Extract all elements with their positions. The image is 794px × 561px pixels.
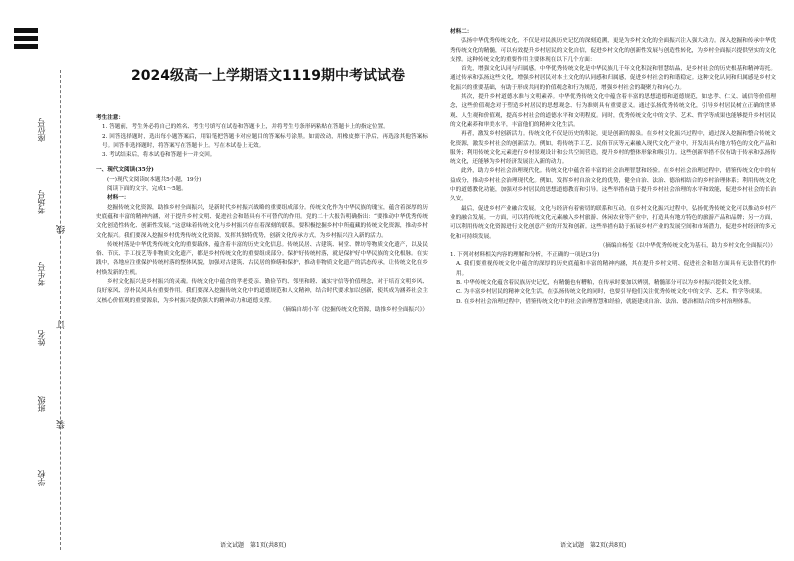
option-c: C. 为丰富乡村居民的精神文化生活，在弘扬传统文化的同时，也要引导他们关注优秀传统文化中的文学、艺术、哲学等成果。 — [456, 289, 766, 296]
paragraph: 再者，激发乡村创新活力。传统文化不仅是历史的积淀，更是创新的源泉。在乡村文化振兴过程中，通过深入挖掘和整合传统文化资源，激发乡村社会的创新活力。例如，将传统手工艺、民俗节庆等元素融入现代文化产业中，开发出具有地方特色的文化产品和服务；利用传统文化元素进行乡村景观设计和公共空间营造，提升乡村的整体形象和吸引力。这些创新举措不仅有助于传承和弘扬传统文化，还能够为乡村经济发展注入新的动力。 — [450, 131, 776, 166]
page1-footer: 语文试题 第1页(共8页) — [220, 542, 287, 549]
margin-stripe — [14, 36, 38, 41]
paragraph: 其次，提升乡村道德水准与文明素养。中华优秀传统文化中蕴含着丰富的思想道德和道德规范，如忠孝、仁义、诚信等价值理念，这些价值观念对于塑造乡村居民的思想观念、行为准则具有重要意义。通过弘扬优秀传统文化，引导乡村居民树立正确的世界观、人生观和价值观，提高乡村社会的道德水平和文明程度。同时，优秀传统文化中的文学、艺术、哲学等成果也能够提升乡村居民的文化素养和审美水平，丰富他们的精神文化生活。 — [450, 94, 776, 128]
notice-item: 2. 回答选择题时，选出每小题答案后，用铅笔把答题卡对应题目的答案标号涂黑。如需改动，用橡皮擦干净后，再选涂其他答案标号。回答非选择题时，将答案写在答题卡上。写在本试卷上无效。 — [102, 133, 428, 149]
section-heading: 一、现代文阅读(35分) — [96, 167, 154, 174]
source-citation: （摘编自杨玺《以中华优秀传统文化为基石，助力乡村文化全面振兴》） — [599, 242, 776, 249]
exam-room-label: 考场号 — [37, 190, 46, 214]
margin-stripe — [14, 44, 38, 49]
question-stem: 1. 下列对材料相关内容的理解和分析，不正确的一项是(3分) — [450, 252, 600, 259]
paragraph: 此外，助力乡村社会治理现代化。传统文化中蕴含着丰富的社会治理智慧和经验。在乡村社会治理过程中，借鉴传统文化中的有益成分，推动乡村社会治理现代化。例如，发挥乡村自治文化的优势，健全自治、法治、德治相结合的乡村治理体系；利用传统文化中的道德教化功能，加强对乡村居民的思想道德教育和引导。这些举措有助于提升乡村社会治理的水平和效能，促进乡村社会的长治久安。 — [450, 168, 776, 203]
page2-column — [450, 28, 776, 307]
option-d: D. 在乡村社会治理过程中，借鉴传统文化中的社会治理智慧和经验，就能建成自治、法治、德治相结合的乡村治理体系。 — [456, 298, 755, 305]
seat-number-label: 座位号 — [37, 118, 46, 142]
paragraph: 乡村文化振兴是乡村振兴的灵魂。传统文化中蕴含的孝老爱亲、勤俭节约、邻里和睦、诚实守信等价值理念，对于培育文明乡风、良好家风、淳朴民风具有重要作用。我们要深入挖掘传统文化中的道德规范和人文精神，结合时代要求加以创新，使其成为涵养社会主义核心价值观的重要源泉，为乡村振兴提供强大的精神动力和道德支撑。 — [96, 279, 428, 304]
material2-label: 材料二： — [450, 29, 473, 35]
name-label: 姓名 — [37, 330, 46, 346]
paragraph: 传统村落是中华优秀传统文化的重要载体，蕴含着丰富的历史文化信息。传统民居、古建筑、祠堂、牌坊等物质文化遗产，以及民俗、节庆、手工技艺等非物质文化遗产，都是乡村传统文化的重要组成部分。保护好传统村落，就是保护好中华民族的文化根脉。在实践中，各地应注重保护传统村落的整体风貌，加强对古建筑、古民居的修缮和保护，推动非物质文化遗产的活态传承，让传统文化在乡村焕发新的生机。 — [96, 241, 428, 276]
option-b: B. 中华传统文化蕴含着民族历史记忆，有精髓也有糟粕，在传承时要加以辨别，精髓部分可以为乡村振兴提供文化支撑。 — [456, 280, 755, 287]
binding-mark-zhuang: 装 — [57, 420, 67, 429]
class-label: 班级 — [37, 396, 46, 412]
exam-title: 2024级高一上学期语文1119期中考试试卷 — [131, 68, 405, 84]
margin-stripe — [14, 28, 38, 33]
material1-label: 材料一： — [107, 195, 130, 202]
binding-mark-line: 线 — [57, 225, 67, 234]
notice-item: 3. 考试结束后，将本试卷和答题卡一并交回。 — [102, 152, 216, 159]
paragraph: 首先，增强文化认同与归属感。中华优秀传统文化是中华民族几千年文化积淀和智慧结晶，是乡村社会的历史根基和精神寄托。通过传承和弘扬这些文化，增强乡村居民对本土文化的认同感和归属感，促进乡村社会的和谐稳定。这种文化认同和归属感是乡村文化振兴的重要基础，有助于形成共同的价值观念和行为规范，增强乡村社会的凝聚力和向心力。 — [450, 66, 776, 91]
instruction: 阅读下面的文字，完成1～5题。 — [107, 186, 187, 193]
notice-item: 1. 答题前，考生务必将自己的姓名、考生号填写在试卷和答题卡上，并将考生号条形码粘贴在答题卡上的指定位置。 — [102, 124, 389, 131]
subsection-heading: (一)现代文阅读Ⅰ(本题共5小题，19分) — [107, 176, 202, 183]
paragraph: 挖掘传统文化资源，助推乡村全面振兴，是新时代乡村振兴战略的重要组成部分。传统文化作为中华民族的瑰宝，蕴含着深厚的历史底蕴和丰富的精神内涵，对于提升乡村文明、促进社会和谐具有不可替代的作用。党的二十大报告明确指出：“要推动中华优秀传统文化创造性转化、创新性发展。”这意味着传统文化与乡村振兴存在着深刻的联系，要积极挖掘乡村中所蕴藏的传统文化资源，推动乡村文化振兴。我们要深入挖掘乡村优秀传统文化资源，发挥其独特优势，创新文化传承方式，为乡村振兴注入新的活力。 — [96, 204, 428, 239]
notice-heading: 考生注意： — [96, 115, 124, 121]
source-citation: （摘编自胡小军《挖掘传统文化资源，助推乡村全面振兴》） — [279, 306, 428, 313]
paragraph: 最后，促进乡村产业融合发展。文化与经济有着密切的联系和互动。在乡村文化振兴过程中，弘扬优秀传统文化可以推动乡村产业的融合发展。一方面，可以将传统文化元素融入乡村旅游、休闲农业等产业中，打造具有地方特色的旅游产品和品牌；另一方面，可以利用传统文化资源进行文化创意产业的开发和创新。这些举措有助于拓展乡村产业的发展空间和市场潜力，促进乡村经济的多元化和可持续发展。 — [450, 205, 776, 240]
student-number-label: 考生号 — [37, 262, 46, 286]
page2-footer: 语文试题 第2页(共8页) — [560, 542, 627, 549]
paragraph: 弘扬中华优秀传统文化，不仅是对民族历史记忆的深刻追溯，更是为乡村文化的全面振兴注入强大动力。深入挖掘和传承中华优秀传统文化的精髓，可以有效提升乡村居民的文化自信，促进乡村文化的创新性发展与创造性转化，为乡村全面振兴提供坚实的文化支撑。这种传统文化的重要作用主要体现在以下几个方面： — [450, 38, 776, 63]
binding-dashed-line — [60, 70, 61, 550]
page1-column — [96, 114, 428, 315]
school-label: 学校 — [37, 470, 46, 486]
option-a: A. 我们要重视传统文化中蕴含的深厚的历史底蕴和丰富的精神内涵，其在提升乡村文明、促进社会和谐方面具有无法替代的作用。 — [456, 261, 776, 277]
binding-mark-ding: 订 — [57, 320, 67, 329]
